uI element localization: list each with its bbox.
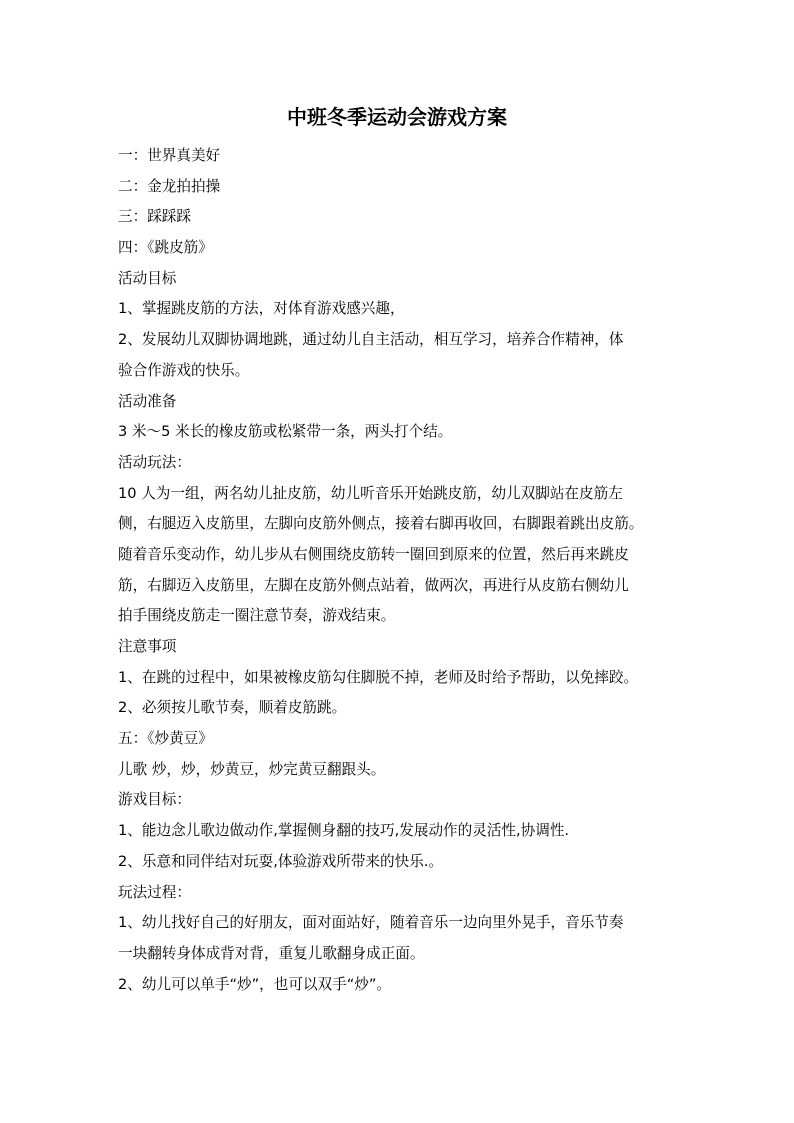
document-title: 中班冬季运动会游戏方案 xyxy=(287,105,507,129)
paragraph-line: 随着音乐变动作，幼儿步从右侧围绕皮筋转一圈回到原来的位置，然后再来跳皮 xyxy=(118,545,629,563)
paragraph-line: 拍手围绕皮筋走一圈注意节奏，游戏结束。 xyxy=(118,607,396,625)
subsection-heading: 注意事项 xyxy=(118,638,177,655)
subsection-heading: 活动准备 xyxy=(118,392,177,410)
paragraph-line: 验合作游戏的快乐。 xyxy=(118,361,250,379)
subsection-heading: 玩法过程： xyxy=(118,883,191,901)
paragraph-line: 1、能边念儿歌边做动作,掌握侧身翻的技巧,发展动作的灵活性,协调性. xyxy=(118,822,570,840)
section-heading: 三：踩踩踩 xyxy=(118,208,191,226)
paragraph-line: 儿歌 炒，炒，炒黄豆，炒完黄豆翻跟头。 xyxy=(118,760,386,778)
paragraph-line: 2、发展幼儿双脚协调地跳，通过幼儿自主活动，相互学习，培养合作精神，体 xyxy=(118,331,624,349)
section-heading: 二：金龙拍拍操 xyxy=(118,177,221,195)
paragraph-line: 3 米～5 米长的橡皮筋或松紧带一条，两头打个结。 xyxy=(118,423,453,441)
paragraph-line: 一块翻转身体成背对背，重复儿歌翻身成正面。 xyxy=(118,944,425,962)
paragraph-line: 1、在跳的过程中，如果被橡皮筋勾住脚脱不掉，老师及时给予帮助，以免摔跤。 xyxy=(118,668,639,686)
subsection-heading: 游戏目标： xyxy=(118,791,191,809)
paragraph-line: 1、掌握跳皮筋的方法，对体育游戏感兴趣， xyxy=(118,300,405,318)
paragraph-line: 2、幼儿可以单手“炒”，也可以双手“炒”。 xyxy=(118,975,392,993)
paragraph-line: 2、乐意和同伴结对玩耍,体验游戏所带来的快乐.。 xyxy=(118,852,444,870)
section-heading: 五：《炒黄豆》 xyxy=(118,730,213,748)
paragraph-line: 1、幼儿找好自己的好朋友，面对面站好，随着音乐一边向里外晃手，音乐节奏 xyxy=(118,914,624,932)
paragraph-line: 侧，右腿迈入皮筋里，左脚向皮筋外侧点，接着右脚再收回，右脚跟着跳出皮筋。 xyxy=(118,515,644,533)
section-heading: 一：世界真美好 xyxy=(118,147,221,164)
section-heading: 四：《跳皮筋》 xyxy=(118,239,213,257)
paragraph-line: 2、必须按儿歌节奏，顺着皮筋跳。 xyxy=(118,699,347,717)
paragraph-line: 10 人为一组，两名幼儿扯皮筋，幼儿听音乐开始跳皮筋，幼儿双脚站在皮筋左 xyxy=(118,484,623,502)
document-body xyxy=(118,141,678,1000)
subsection-heading: 活动目标 xyxy=(118,269,177,287)
subsection-heading: 活动玩法： xyxy=(118,453,191,471)
paragraph-line: 筋，右脚迈入皮筋里，左脚在皮筋外侧点站着，做两次，再进行从皮筋右侧幼儿 xyxy=(118,576,629,594)
